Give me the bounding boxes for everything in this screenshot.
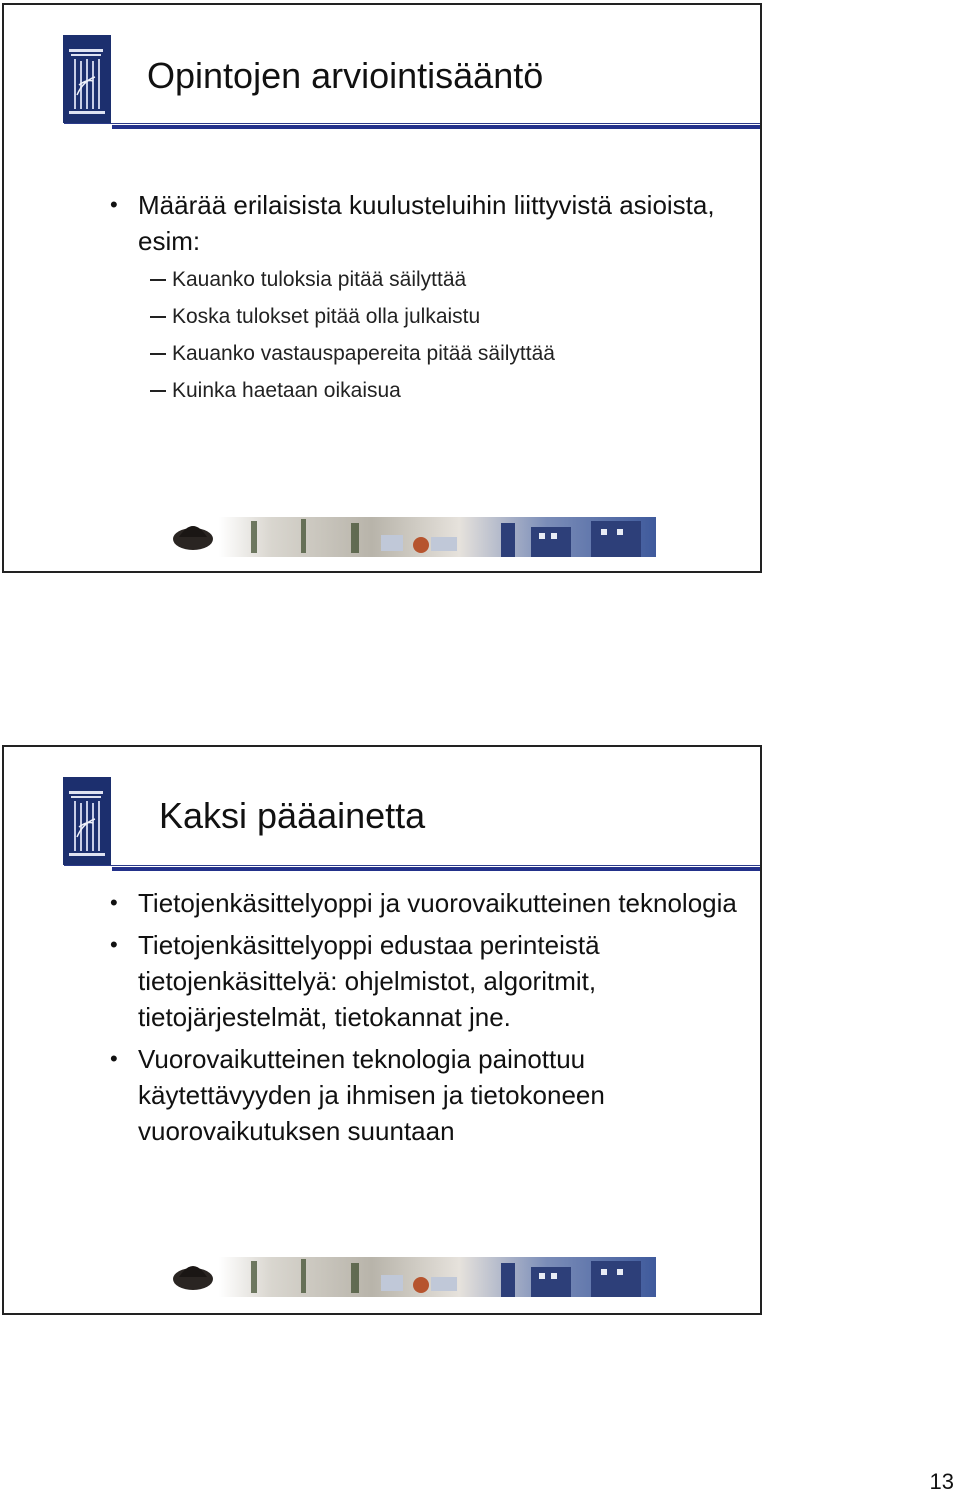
title-rule-thin	[64, 123, 760, 124]
sub-bullet-item: Kuinka haetaan oikaisua	[110, 372, 730, 409]
page-number: 13	[929, 1469, 954, 1494]
title-rule	[112, 867, 760, 871]
bullet-item: • Tietojenkäsittelyoppi edustaa perinteistä tietojenkäsittelyä: ohjelmistot, algoritmit, tietojärjestelmät, tietokannat jne.	[110, 927, 750, 1035]
sub-bullet-item: Kauanko tuloksia pitää säilyttää	[110, 261, 730, 298]
bullet-list	[110, 187, 730, 409]
title-rule-thin	[64, 865, 760, 866]
bullet-item: • Vuorovaikutteinen teknologia painottuu käytettävyyden ja ihmisen ja tietokoneen vuorovaikutuksen suuntaan	[110, 1041, 750, 1149]
university-logo-icon	[63, 777, 111, 865]
sub-bullet-item: Kauanko vastauspapereita pitää säilyttää	[110, 335, 730, 372]
sub-bullet-list	[138, 261, 730, 409]
campus-photo-banner-icon	[171, 515, 656, 559]
slide-1	[2, 3, 762, 573]
university-logo-icon	[63, 35, 111, 123]
bullet-list	[110, 885, 750, 1155]
slide-title: Opintojen arviointisääntö	[147, 55, 544, 96]
campus-photo-banner-icon	[171, 1255, 656, 1299]
slide-title: Kaksi pääainetta	[159, 795, 426, 836]
bullet-item: • Tietojenkäsittelyoppi ja vuorovaikutteinen teknologia	[110, 885, 750, 921]
bullet-text: Määrää erilaisista kuulusteluihin liittyvistä asioista, esim:	[138, 190, 715, 256]
bullet-item	[110, 187, 730, 409]
slide-2	[2, 745, 762, 1315]
sub-bullet-item: Koska tulokset pitää olla julkaistu	[110, 298, 730, 335]
title-rule	[112, 125, 760, 129]
